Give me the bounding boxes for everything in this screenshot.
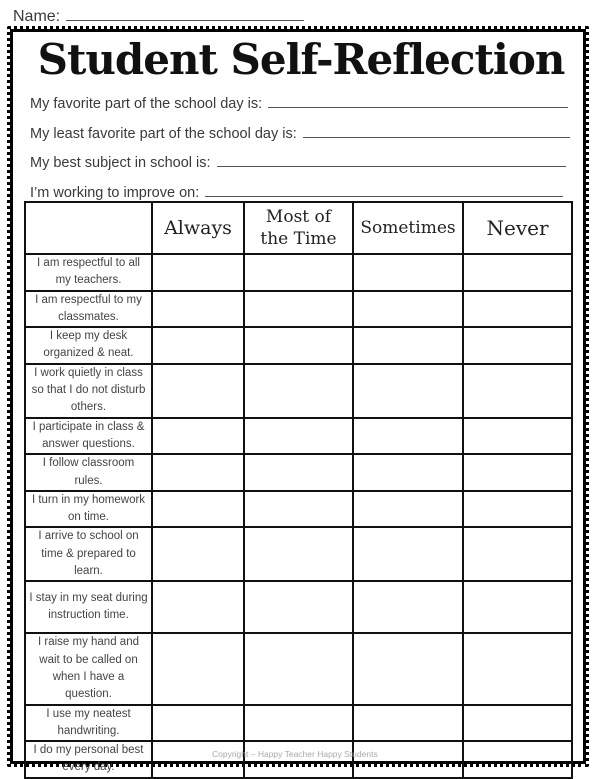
- cell-never[interactable]: [463, 741, 572, 778]
- statement-cell: I am respectful to my classmates.: [25, 291, 152, 328]
- cell-most-of-the-time[interactable]: [244, 327, 353, 364]
- cell-sometimes[interactable]: [353, 254, 463, 291]
- cell-most-of-the-time[interactable]: [244, 581, 353, 633]
- prompt-label: I’m working to improve on:: [30, 184, 200, 201]
- cell-most-of-the-time[interactable]: [244, 454, 353, 491]
- cell-always[interactable]: [152, 741, 244, 778]
- table-row: [25, 418, 572, 455]
- cell-always[interactable]: [152, 491, 244, 528]
- cell-most-of-the-time[interactable]: [244, 291, 353, 328]
- cell-most-of-the-time[interactable]: [244, 364, 353, 418]
- cell-always[interactable]: [152, 254, 244, 291]
- cell-sometimes[interactable]: [353, 633, 463, 704]
- name-input-line[interactable]: [66, 4, 304, 21]
- cell-never[interactable]: [463, 327, 572, 364]
- cell-never[interactable]: [463, 254, 572, 291]
- cell-most-of-the-time[interactable]: [244, 741, 353, 778]
- reflection-prompts: [30, 95, 570, 213]
- name-row: [13, 4, 304, 26]
- prompt-answer-line[interactable]: [268, 95, 568, 108]
- cell-never[interactable]: [463, 454, 572, 491]
- table-row: [25, 454, 572, 491]
- cell-never[interactable]: [463, 291, 572, 328]
- cell-always[interactable]: [152, 527, 244, 581]
- cell-most-of-the-time[interactable]: [244, 527, 353, 581]
- header-always: Always: [152, 202, 244, 254]
- statement-cell: I follow classroom rules.: [25, 454, 152, 491]
- cell-sometimes[interactable]: [353, 705, 463, 742]
- cell-sometimes[interactable]: [353, 291, 463, 328]
- table-row: [25, 633, 572, 704]
- table-header-row: [25, 202, 572, 254]
- cell-sometimes[interactable]: [353, 491, 463, 528]
- table-row: [25, 327, 572, 364]
- cell-most-of-the-time[interactable]: [244, 705, 353, 742]
- cell-sometimes[interactable]: [353, 581, 463, 633]
- table-row: [25, 254, 572, 291]
- statement-cell: I work quietly in class so that I do not disturb others.: [25, 364, 152, 418]
- cell-always[interactable]: [152, 633, 244, 704]
- header-most-line2: the Time: [260, 229, 337, 249]
- table-row: [25, 291, 572, 328]
- table-row: [25, 741, 572, 778]
- cell-never[interactable]: [463, 418, 572, 455]
- table-row: [25, 527, 572, 581]
- cell-sometimes[interactable]: [353, 327, 463, 364]
- cell-sometimes[interactable]: [353, 418, 463, 455]
- header-never: Never: [463, 202, 572, 254]
- header-statement: [25, 202, 152, 254]
- prompt-answer-line[interactable]: [217, 154, 566, 167]
- table-row: [25, 705, 572, 742]
- statement-cell: I turn in my homework on time.: [25, 491, 152, 528]
- cell-always[interactable]: [152, 705, 244, 742]
- name-label: Name:: [13, 8, 61, 25]
- statement-cell: I do my personal best every day.: [25, 741, 152, 778]
- prompt-answer-line[interactable]: [303, 125, 570, 138]
- prompt-label: My best subject in school is:: [30, 155, 211, 171]
- copyright-footer: Copyright – Happy Teacher Happy Students: [212, 749, 378, 759]
- prompt-least-favorite-part: [30, 125, 570, 155]
- cell-always[interactable]: [152, 454, 244, 491]
- statement-cell: I stay in my seat during instruction time.: [25, 581, 152, 633]
- decorative-frame: [10, 29, 586, 774]
- prompt-answer-line[interactable]: [205, 184, 563, 197]
- cell-always[interactable]: [152, 418, 244, 455]
- cell-never[interactable]: [463, 633, 572, 704]
- cell-never[interactable]: [463, 581, 572, 633]
- table-row: [25, 364, 572, 418]
- statement-cell: I use my neatest handwriting.: [25, 705, 152, 742]
- prompt-label: My least favorite part of the school day is:: [30, 125, 297, 142]
- prompt-label: My favorite part of the school day is:: [30, 96, 263, 112]
- cell-never[interactable]: [463, 491, 572, 528]
- cell-always[interactable]: [152, 364, 244, 418]
- cell-never[interactable]: [463, 364, 572, 418]
- self-reflection-table: [24, 201, 573, 779]
- cell-never[interactable]: [463, 705, 572, 742]
- cell-never[interactable]: [463, 527, 572, 581]
- cell-always[interactable]: [152, 327, 244, 364]
- prompt-favorite-part: [30, 95, 570, 125]
- cell-most-of-the-time[interactable]: [244, 491, 353, 528]
- cell-sometimes[interactable]: [353, 741, 463, 778]
- statement-cell: I raise my hand and wait to be called on when I have a question.: [25, 633, 152, 704]
- cell-sometimes[interactable]: [353, 364, 463, 418]
- table-row: [25, 491, 572, 528]
- header-most-of-the-time: [244, 202, 353, 254]
- statement-cell: I keep my desk organized & neat.: [25, 327, 152, 364]
- cell-most-of-the-time[interactable]: [244, 254, 353, 291]
- header-most-line1: Most of: [265, 207, 332, 227]
- page-title: Student Self-Reflection: [37, 35, 565, 84]
- prompt-best-subject: [30, 154, 570, 184]
- cell-always[interactable]: [152, 581, 244, 633]
- cell-most-of-the-time[interactable]: [244, 418, 353, 455]
- statement-cell: I participate in class & answer questions.: [25, 418, 152, 455]
- cell-always[interactable]: [152, 291, 244, 328]
- cell-sometimes[interactable]: [353, 454, 463, 491]
- statement-cell: I arrive to school on time & prepared to learn.: [25, 527, 152, 581]
- table-row: [25, 581, 572, 633]
- statement-cell: I am respectful to all my teachers.: [25, 254, 152, 291]
- cell-sometimes[interactable]: [353, 527, 463, 581]
- cell-most-of-the-time[interactable]: [244, 633, 353, 704]
- header-sometimes: Sometimes: [353, 202, 463, 254]
